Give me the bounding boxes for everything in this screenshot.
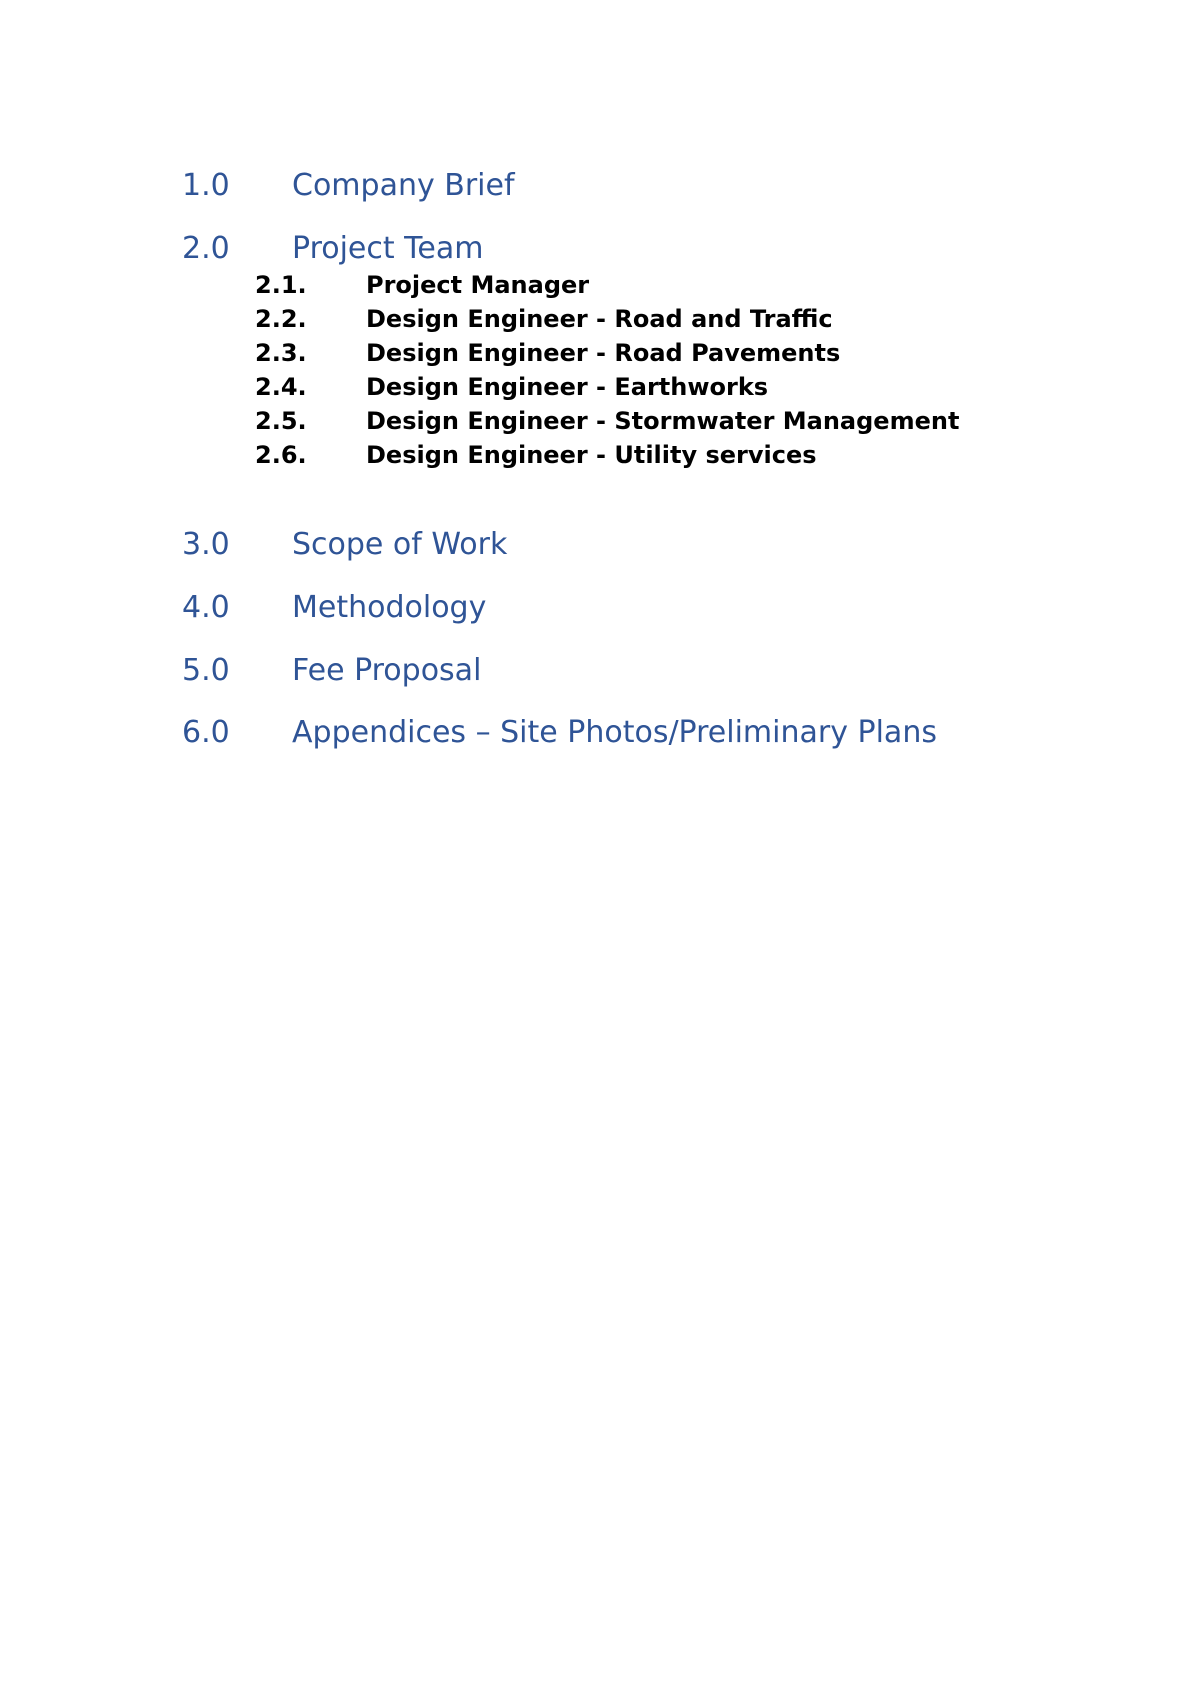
toc-subsection bbox=[182, 438, 1142, 472]
subsection-title: Design Engineer - Road Pavements bbox=[366, 339, 841, 367]
section-number: 3.0 bbox=[182, 527, 230, 562]
section-number: 6.0 bbox=[182, 715, 230, 750]
toc-section bbox=[182, 715, 1142, 751]
section-title: Company Brief bbox=[292, 168, 515, 203]
section-title: Scope of Work bbox=[292, 527, 508, 562]
subsection-number: 2.3. bbox=[255, 339, 307, 367]
section-number: 1.0 bbox=[182, 168, 230, 203]
section-title: Project Team bbox=[292, 231, 484, 266]
subsection-number: 2.6. bbox=[255, 441, 307, 469]
toc-subsection bbox=[182, 302, 1142, 336]
toc-section bbox=[182, 527, 1142, 563]
toc-section bbox=[182, 653, 1142, 689]
subsection-title: Project Manager bbox=[366, 271, 590, 299]
toc-subsection bbox=[182, 404, 1142, 438]
subsection-number: 2.5. bbox=[255, 407, 307, 435]
subsection-title: Design Engineer - Stormwater Management bbox=[366, 407, 960, 435]
section-number: 5.0 bbox=[182, 653, 230, 688]
toc-section bbox=[182, 231, 1142, 267]
subsection-number: 2.2. bbox=[255, 305, 307, 333]
subsection-number: 2.1. bbox=[255, 271, 307, 299]
subsection-number: 2.4. bbox=[255, 373, 307, 401]
subsection-title: Design Engineer - Road and Traffic bbox=[366, 305, 833, 333]
toc-subsection bbox=[182, 268, 1142, 302]
section-number: 4.0 bbox=[182, 590, 230, 625]
toc-subsection bbox=[182, 336, 1142, 370]
subsection-title: Design Engineer - Utility services bbox=[366, 441, 817, 469]
section-title: Methodology bbox=[292, 590, 487, 625]
section-title: Fee Proposal bbox=[292, 653, 482, 688]
toc-section bbox=[182, 590, 1142, 626]
section-number: 2.0 bbox=[182, 231, 230, 266]
section-title: Appendices – Site Photos/Preliminary Plans bbox=[292, 715, 937, 750]
toc-subsection bbox=[182, 370, 1142, 404]
toc-section bbox=[182, 168, 1142, 204]
table-of-contents bbox=[182, 168, 1142, 751]
subsection-title: Design Engineer - Earthworks bbox=[366, 373, 769, 401]
